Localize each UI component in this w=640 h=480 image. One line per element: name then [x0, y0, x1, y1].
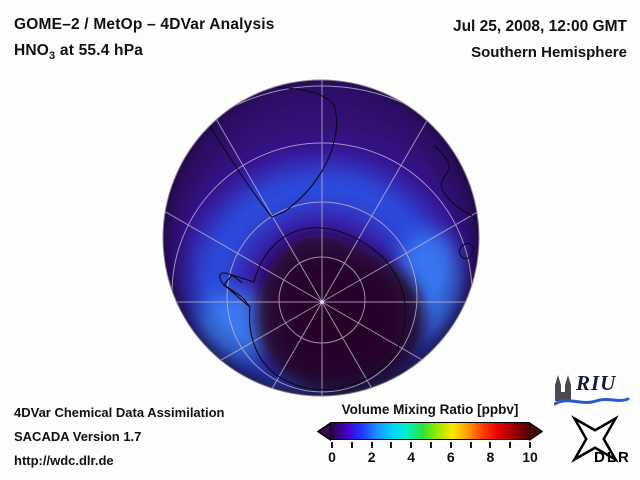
- credit-line-version: SACADA Version 1.7: [14, 429, 142, 444]
- dlr-logo: [566, 410, 632, 472]
- colorbar-tick: [470, 442, 472, 448]
- colorbar-bar-row: [317, 421, 543, 441]
- colorbar-tick-label: 4: [407, 449, 416, 465]
- colorbar-over-arrow: [529, 422, 543, 441]
- colorbar-gradient: [331, 422, 529, 440]
- colorbar-tick: [450, 442, 452, 448]
- credits-block: [14, 401, 225, 473]
- colorbar-tick-label: 0: [328, 449, 336, 465]
- riu-logo-text: RIU: [576, 371, 617, 395]
- colorbar-tick: [390, 442, 392, 448]
- colorbar-tick: [509, 442, 511, 448]
- dlr-logo-text: DLR: [594, 449, 631, 466]
- colorbar-tick: [351, 442, 353, 448]
- colorbar-ticks: [317, 442, 543, 449]
- colorbar-tick: [430, 442, 432, 448]
- colorbar-tick-labels: [317, 449, 557, 465]
- species-subscript: 3: [49, 50, 56, 62]
- colorbar-tick: [410, 442, 412, 448]
- colorbar: [317, 402, 557, 465]
- colorbar-title: Volume Mixing Ratio [ppbv]: [341, 402, 519, 417]
- plot-hemisphere: Southern Hemisphere: [471, 44, 627, 61]
- species-level: at 55.4 hPa: [55, 42, 144, 59]
- riu-wave-icon: [554, 395, 630, 407]
- colorbar-under-arrow: [317, 422, 331, 441]
- colorbar-tick: [371, 442, 373, 448]
- species-name: HNO: [14, 42, 50, 59]
- colorbar-tick-label: 6: [446, 449, 455, 465]
- colorbar-tick-label: 10: [522, 449, 538, 465]
- datetime-block: [453, 14, 627, 66]
- colorbar-tick: [489, 442, 491, 448]
- globe-svg: [162, 79, 480, 397]
- credit-line-url: http://wdc.dlr.de: [14, 453, 114, 468]
- riu-logo: [552, 371, 636, 407]
- plot-title: GOME–2 / MetOp – 4DVar Analysis: [14, 16, 275, 33]
- hemisphere-map: [162, 79, 480, 397]
- colorbar-tick: [529, 442, 531, 448]
- colorbar-tick-label: 8: [486, 449, 495, 465]
- credit-line-assimilation: 4DVar Chemical Data Assimilation: [14, 405, 225, 420]
- plot-datetime: Jul 25, 2008, 12:00 GMT: [452, 18, 627, 35]
- colorbar-tick: [331, 442, 333, 448]
- south-pole-point: [320, 300, 324, 304]
- colorbar-tick-label: 2: [367, 449, 376, 465]
- plot-subtitle-species: [14, 38, 275, 69]
- title-block: [14, 12, 275, 69]
